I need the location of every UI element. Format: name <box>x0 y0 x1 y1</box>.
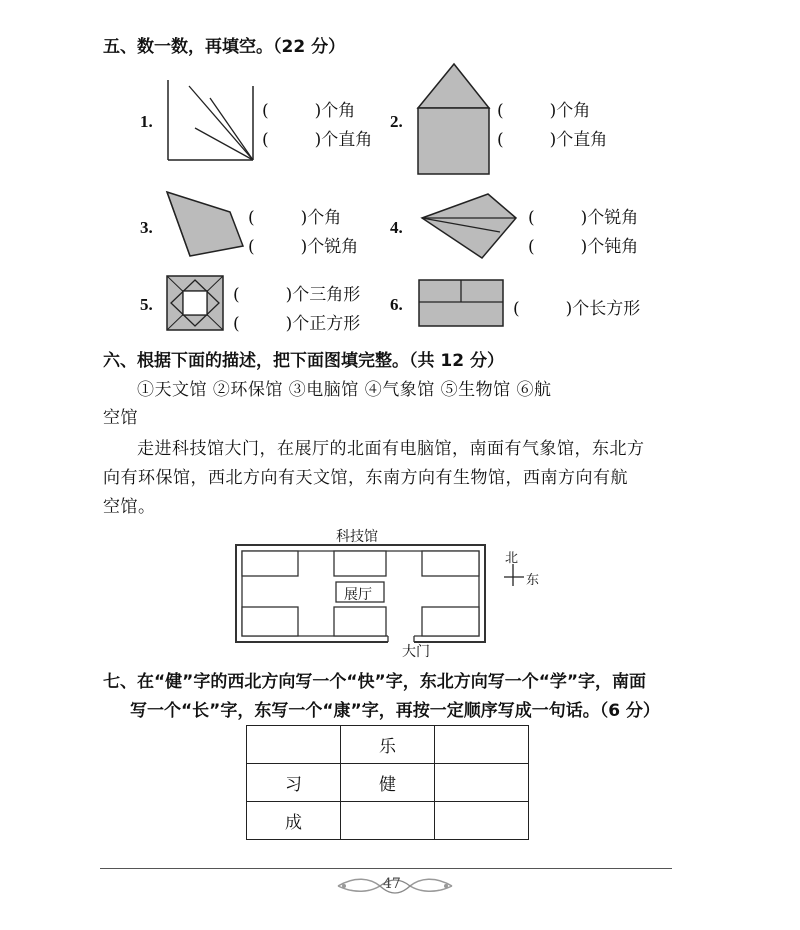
room-northwest <box>242 551 298 576</box>
hall-label: 展厅 <box>344 587 372 603</box>
options-line: ①天文馆 ②环保馆 ③电脑馆 ④气象馆 ⑤生物馆 ⑥航 <box>137 380 552 400</box>
grid-cell[interactable]: 成 <box>247 802 341 840</box>
grid-cell[interactable] <box>435 726 529 764</box>
description-line: 走进科技馆大门，在展厅的北面有电脑馆，南面有气象馆，东北方 <box>137 439 645 459</box>
answer-blank[interactable]: ( )个角 <box>497 101 591 121</box>
answer-blank[interactable]: ( )个三角形 <box>233 285 361 305</box>
item-number: 4. <box>390 218 403 237</box>
answer-blank[interactable]: ( )个直角 <box>497 130 608 150</box>
grid-row <box>247 726 529 764</box>
section7-title-cont: 写一个“长”字，东写一个“康”字，再按一定顺序写成一句话。（6 分） <box>130 701 660 721</box>
gate-label: 大门 <box>402 644 430 660</box>
answer-blank[interactable]: ( )个钝角 <box>528 237 639 257</box>
description-line: 向有环保馆，西北方向有天文馆，东南方向有生物馆，西南方向有航 <box>103 468 628 488</box>
grid-cell[interactable]: 习 <box>247 764 341 802</box>
grid-cell[interactable]: 乐 <box>341 726 435 764</box>
compass-east: 东 <box>526 573 540 588</box>
room-south <box>334 607 386 636</box>
section7-title: 七、在“健”字的西北方向写一个“快”字，东北方向写一个“学”字，南面 <box>103 672 647 692</box>
item-number: 3. <box>140 218 153 237</box>
answer-blank[interactable]: ( )个长方形 <box>513 299 641 319</box>
answer-blank[interactable]: ( )个直角 <box>262 130 373 150</box>
item-number: 1. <box>140 112 153 131</box>
house-shape-figure <box>417 62 492 177</box>
section5-title: 五、数一数，再填空。（22 分） <box>103 37 346 57</box>
grid-cell[interactable] <box>435 764 529 802</box>
room-southwest <box>242 607 298 636</box>
answer-blank[interactable]: ( )个锐角 <box>248 237 359 257</box>
room-northeast <box>422 551 479 576</box>
item-number: 6. <box>390 295 403 314</box>
angles-figure <box>165 80 260 165</box>
section6-title: 六、根据下面的描述，把下面图填完整。（共 12 分） <box>103 351 504 371</box>
grid-row <box>247 764 529 802</box>
description-line: 空馆。 <box>103 497 156 517</box>
room-southeast <box>422 607 479 636</box>
grid-cell[interactable] <box>247 726 341 764</box>
grid-cell[interactable]: 健 <box>341 764 435 802</box>
room-north <box>334 551 386 576</box>
page-number: 47 <box>383 876 401 892</box>
answer-blank[interactable]: ( )个角 <box>262 101 356 121</box>
item-number: 5. <box>140 295 153 314</box>
nested-squares-figure <box>165 274 227 334</box>
options-line: 空馆 <box>103 408 138 428</box>
answer-blank[interactable]: ( )个正方形 <box>233 314 361 334</box>
grid-cell[interactable] <box>341 802 435 840</box>
answer-blank[interactable]: ( )个锐角 <box>528 208 639 228</box>
quadrilateral-figure <box>165 190 245 260</box>
answer-blank[interactable]: ( )个角 <box>248 208 342 228</box>
museum-title: 科技馆 <box>336 529 378 545</box>
item-number: 2. <box>390 112 403 131</box>
rectangles-figure <box>417 278 507 330</box>
museum-map <box>230 520 550 655</box>
kite-figure <box>420 192 520 262</box>
grid-cell[interactable] <box>435 802 529 840</box>
footer-divider <box>100 868 672 869</box>
grid-row <box>247 802 529 840</box>
character-grid <box>246 725 529 840</box>
compass-north: 北 <box>505 551 519 566</box>
